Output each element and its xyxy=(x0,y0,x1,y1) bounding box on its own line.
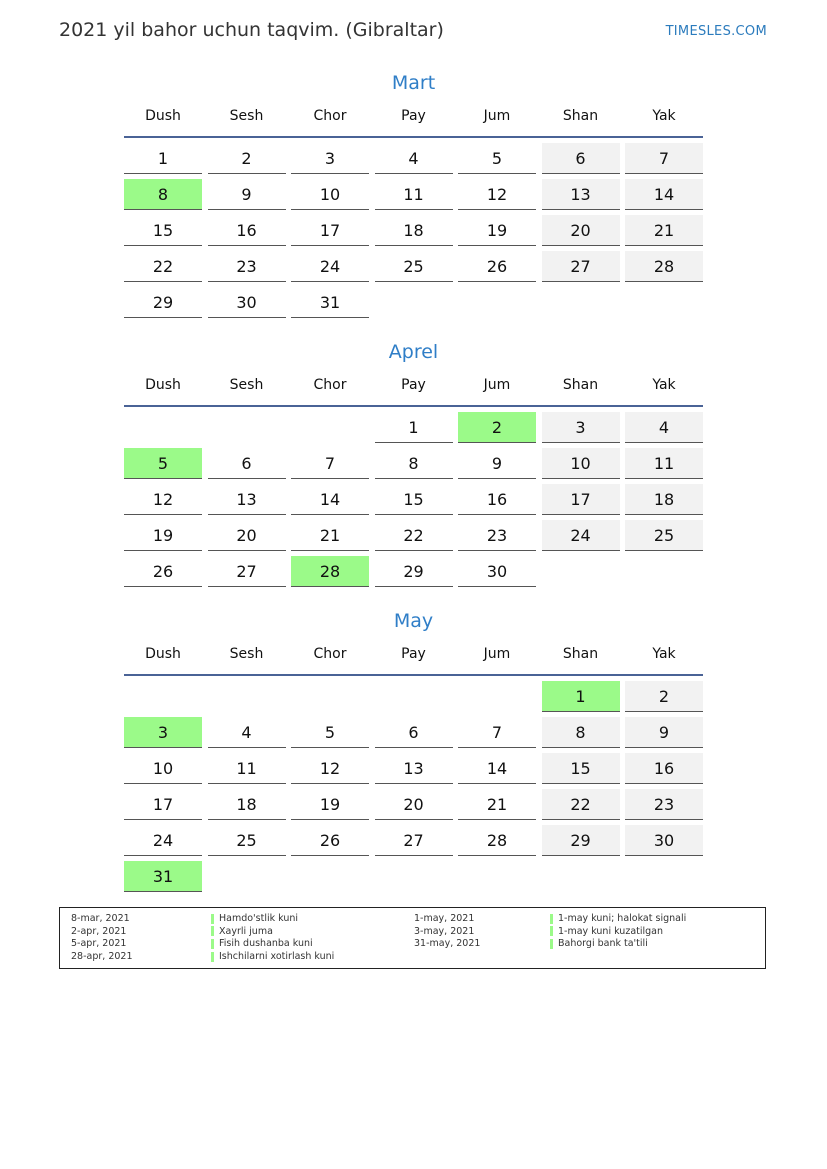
empty-cell xyxy=(208,412,286,443)
empty-cell xyxy=(124,681,202,712)
holiday-marker xyxy=(550,914,553,924)
day-cell[interactable]: 3 xyxy=(542,412,620,443)
legend-name: Bahorgi bank ta'tili xyxy=(558,938,648,950)
day-cell[interactable]: 30 xyxy=(625,825,703,856)
day-cell[interactable]: 13 xyxy=(208,484,286,515)
day-cell[interactable]: 28 xyxy=(458,825,536,856)
day-cell[interactable]: 22 xyxy=(124,251,202,282)
legend-item xyxy=(211,938,334,951)
day-cell[interactable]: 10 xyxy=(124,753,202,784)
month-title: Aprel xyxy=(388,341,439,363)
day-cell[interactable]: 7 xyxy=(291,448,369,479)
month-title: May xyxy=(393,610,434,632)
weekday-label: Yak xyxy=(652,377,676,393)
day-cell[interactable]: 4 xyxy=(625,412,703,443)
weekday-header xyxy=(124,646,703,664)
legend-item xyxy=(550,938,686,951)
day-cell[interactable]: 30 xyxy=(208,287,286,318)
holiday-day-cell[interactable]: 8 xyxy=(124,179,202,210)
legend-name: Hamdo'stlik kuni xyxy=(219,913,299,924)
empty-cell xyxy=(291,412,369,443)
weekday-label: Sesh xyxy=(229,108,264,124)
legend-names-right xyxy=(550,913,686,951)
legend-item xyxy=(211,913,334,926)
holiday-day-cell[interactable]: 31 xyxy=(124,861,202,892)
weekday-label: Dush xyxy=(145,646,181,662)
day-cell[interactable]: 22 xyxy=(375,520,453,551)
holiday-marker xyxy=(211,914,214,924)
month-block xyxy=(124,608,703,892)
day-cell[interactable]: 9 xyxy=(208,179,286,210)
day-cell[interactable]: 26 xyxy=(458,251,536,282)
day-cell[interactable]: 18 xyxy=(208,789,286,820)
holiday-marker xyxy=(550,939,553,949)
day-cell[interactable]: 15 xyxy=(124,215,202,246)
day-cell[interactable]: 27 xyxy=(542,251,620,282)
legend-date: 31-may, 2021 xyxy=(414,938,481,950)
holiday-legend xyxy=(59,907,766,969)
day-cell[interactable]: 21 xyxy=(458,789,536,820)
day-cell[interactable]: 26 xyxy=(124,556,202,587)
legend-item xyxy=(550,913,686,926)
day-cell[interactable]: 12 xyxy=(124,484,202,515)
legend-name: Fisih dushanba kuni xyxy=(219,938,313,950)
weekday-label: Dush xyxy=(145,377,181,393)
holiday-day-cell[interactable]: 2 xyxy=(458,412,536,443)
weekday-label: Sesh xyxy=(229,646,264,662)
day-cell[interactable]: 25 xyxy=(375,251,453,282)
day-cell[interactable]: 19 xyxy=(291,789,369,820)
weekday-label: Shan xyxy=(562,377,599,393)
empty-cell xyxy=(291,681,369,712)
day-cell[interactable]: 5 xyxy=(458,143,536,174)
day-cell[interactable]: 14 xyxy=(625,179,703,210)
day-cell[interactable]: 25 xyxy=(625,520,703,551)
empty-cell xyxy=(375,681,453,712)
weekday-label: Chor xyxy=(313,646,347,662)
day-cell[interactable]: 24 xyxy=(542,520,620,551)
legend-date: 28-apr, 2021 xyxy=(71,951,133,963)
day-cell[interactable]: 4 xyxy=(208,717,286,748)
empty-cell xyxy=(208,681,286,712)
day-cell[interactable]: 30 xyxy=(458,556,536,587)
weekday-label: Chor xyxy=(313,108,347,124)
legend-name: Ishchilarni xotirlash kuni xyxy=(219,951,335,963)
day-cell[interactable]: 14 xyxy=(291,484,369,515)
weekday-label: Dush xyxy=(145,108,181,124)
day-grid xyxy=(124,412,703,587)
weekday-label: Yak xyxy=(652,108,676,124)
day-cell[interactable]: 7 xyxy=(458,717,536,748)
day-cell[interactable]: 8 xyxy=(375,448,453,479)
day-cell[interactable]: 19 xyxy=(458,215,536,246)
page-title: 2021 yil bahor uchun taqvim. (Gibraltar) xyxy=(59,19,444,41)
weekday-label: Pay xyxy=(401,108,426,124)
legend-item xyxy=(211,951,334,964)
day-cell[interactable]: 24 xyxy=(124,825,202,856)
day-cell[interactable]: 16 xyxy=(208,215,286,246)
weekday-label: Sesh xyxy=(229,377,264,393)
weekday-label: Shan xyxy=(562,646,599,662)
holiday-day-cell[interactable]: 3 xyxy=(124,717,202,748)
day-cell[interactable]: 9 xyxy=(625,717,703,748)
day-cell[interactable]: 2 xyxy=(208,143,286,174)
day-cell[interactable]: 29 xyxy=(542,825,620,856)
day-cell[interactable]: 11 xyxy=(208,753,286,784)
day-cell[interactable]: 17 xyxy=(124,789,202,820)
day-cell[interactable]: 6 xyxy=(542,143,620,174)
legend-date: 1-may, 2021 xyxy=(414,913,475,924)
header-rule xyxy=(124,136,703,138)
legend-name: Xayrli juma xyxy=(219,925,273,937)
day-cell[interactable]: 17 xyxy=(542,484,620,515)
brand-link[interactable]: TIMESLES.COM xyxy=(665,24,767,39)
weekday-label: Chor xyxy=(313,377,347,393)
day-cell[interactable]: 20 xyxy=(208,520,286,551)
day-cell[interactable]: 15 xyxy=(375,484,453,515)
day-cell[interactable]: 19 xyxy=(124,520,202,551)
holiday-day-cell[interactable]: 5 xyxy=(124,448,202,479)
day-cell[interactable]: 11 xyxy=(625,448,703,479)
day-cell[interactable]: 4 xyxy=(375,143,453,174)
day-cell[interactable]: 18 xyxy=(375,215,453,246)
day-cell[interactable]: 13 xyxy=(375,753,453,784)
weekday-label: Jum xyxy=(483,108,511,124)
holiday-day-cell[interactable]: 28 xyxy=(291,556,369,587)
day-cell[interactable]: 25 xyxy=(208,825,286,856)
legend-date: 5-apr, 2021 xyxy=(71,938,127,950)
month-title: Mart xyxy=(391,72,436,94)
day-cell[interactable]: 20 xyxy=(375,789,453,820)
day-cell[interactable]: 14 xyxy=(458,753,536,784)
day-cell[interactable]: 12 xyxy=(458,179,536,210)
legend-date: 2-apr, 2021 xyxy=(71,925,127,937)
day-cell[interactable]: 27 xyxy=(375,825,453,856)
day-cell[interactable]: 29 xyxy=(124,287,202,318)
day-cell[interactable]: 12 xyxy=(291,753,369,784)
weekday-label: Jum xyxy=(483,377,511,393)
day-cell[interactable]: 18 xyxy=(625,484,703,515)
holiday-marker xyxy=(550,926,553,936)
day-cell[interactable]: 28 xyxy=(625,251,703,282)
day-cell[interactable]: 16 xyxy=(458,484,536,515)
day-cell[interactable]: 21 xyxy=(625,215,703,246)
month-block xyxy=(124,339,703,587)
holiday-marker xyxy=(211,939,214,949)
legend-dates-right xyxy=(414,913,480,951)
day-cell[interactable]: 5 xyxy=(291,717,369,748)
legend-dates-left xyxy=(71,913,133,964)
header-rule xyxy=(124,405,703,407)
legend-name: 1-may kuni kuzatilgan xyxy=(558,925,664,937)
day-cell[interactable]: 24 xyxy=(291,251,369,282)
day-cell[interactable]: 8 xyxy=(542,717,620,748)
legend-names-left xyxy=(211,913,334,964)
day-cell[interactable]: 23 xyxy=(458,520,536,551)
weekday-label: Yak xyxy=(652,646,676,662)
day-cell[interactable]: 10 xyxy=(291,179,369,210)
day-cell[interactable]: 6 xyxy=(375,717,453,748)
day-cell[interactable]: 27 xyxy=(208,556,286,587)
holiday-marker xyxy=(211,926,214,936)
day-cell[interactable]: 22 xyxy=(542,789,620,820)
day-cell[interactable]: 23 xyxy=(208,251,286,282)
weekday-label: Shan xyxy=(562,108,599,124)
day-cell[interactable]: 10 xyxy=(542,448,620,479)
day-cell[interactable]: 3 xyxy=(291,143,369,174)
day-cell[interactable]: 9 xyxy=(458,448,536,479)
legend-date: 8-mar, 2021 xyxy=(71,913,130,924)
day-grid xyxy=(124,143,703,318)
day-cell[interactable]: 31 xyxy=(291,287,369,318)
empty-cell xyxy=(458,681,536,712)
weekday-header xyxy=(124,377,703,395)
day-cell[interactable]: 7 xyxy=(625,143,703,174)
empty-cell xyxy=(124,412,202,443)
legend-item xyxy=(550,926,686,939)
day-cell[interactable]: 26 xyxy=(291,825,369,856)
day-cell[interactable]: 15 xyxy=(542,753,620,784)
holiday-marker xyxy=(211,952,214,962)
weekday-label: Jum xyxy=(483,646,511,662)
day-cell[interactable]: 1 xyxy=(375,412,453,443)
weekday-header xyxy=(124,108,703,126)
day-cell[interactable]: 1 xyxy=(124,143,202,174)
weekday-label: Pay xyxy=(401,377,426,393)
legend-name: 1-may kuni; halokat signali xyxy=(558,913,687,924)
month-block xyxy=(124,70,703,318)
day-cell[interactable]: 11 xyxy=(375,179,453,210)
holiday-day-cell[interactable]: 1 xyxy=(542,681,620,712)
day-cell[interactable]: 20 xyxy=(542,215,620,246)
day-cell[interactable]: 17 xyxy=(291,215,369,246)
day-cell[interactable]: 13 xyxy=(542,179,620,210)
weekday-label: Pay xyxy=(401,646,426,662)
day-grid xyxy=(124,681,703,892)
legend-item xyxy=(211,926,334,939)
day-cell[interactable]: 23 xyxy=(625,789,703,820)
day-cell[interactable]: 16 xyxy=(625,753,703,784)
day-cell[interactable]: 2 xyxy=(625,681,703,712)
day-cell[interactable]: 29 xyxy=(375,556,453,587)
day-cell[interactable]: 21 xyxy=(291,520,369,551)
day-cell[interactable]: 6 xyxy=(208,448,286,479)
legend-date: 3-may, 2021 xyxy=(414,925,475,937)
header-rule xyxy=(124,674,703,676)
